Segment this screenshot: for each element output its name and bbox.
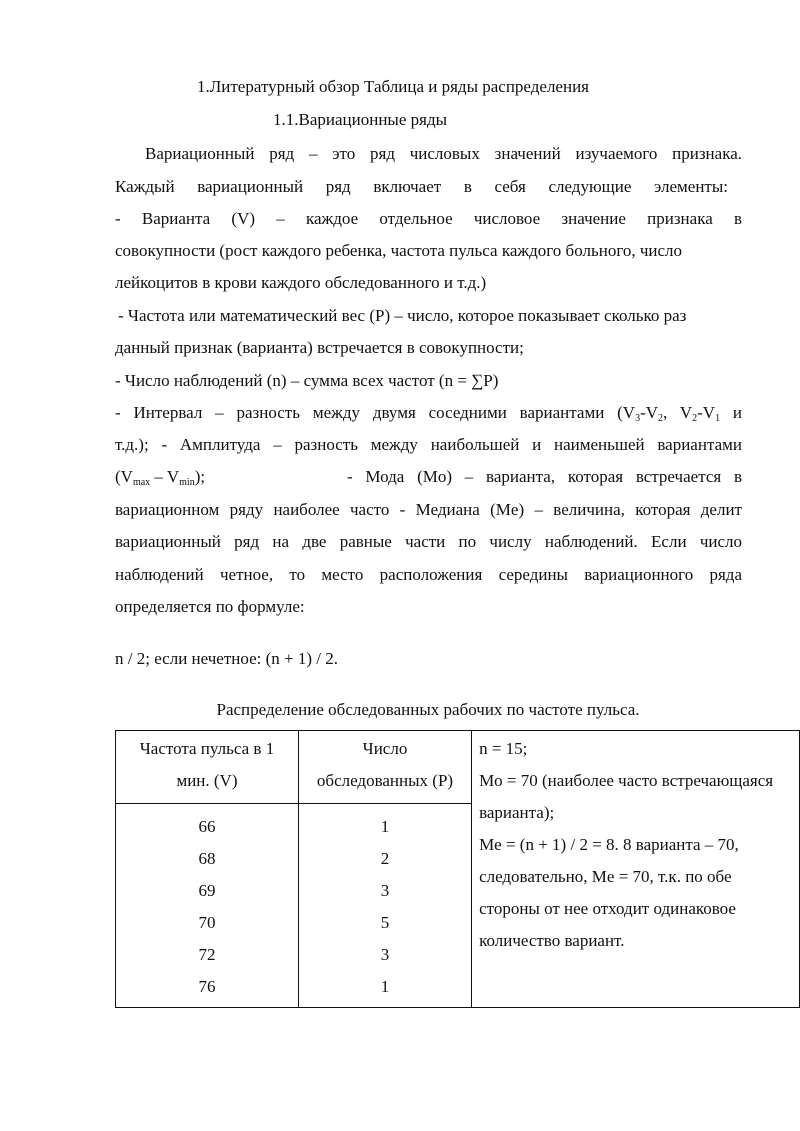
- table-notes: [472, 731, 800, 1008]
- paragraph-line: - Число наблюдений (n) – сумма всех частот (n = ∑P): [115, 371, 499, 390]
- note-line: варианта);: [479, 803, 555, 822]
- paragraph-line: Каждый вариационный ряд включает в себя следующие элементы:: [115, 177, 728, 196]
- paragraph-line-interval: - Интервал – разность между двумя соседними вариантами ($V_3-V_2$, $V_2-V_1$ и: [115, 403, 742, 424]
- count-value: 2: [380, 849, 390, 868]
- pulse-value: 76: [198, 977, 216, 996]
- pulse-value: 72: [198, 945, 216, 964]
- note-line: стороны от нее отходит одинаковое: [479, 899, 736, 918]
- pulse-value: 66: [198, 817, 216, 836]
- paragraph-line: лейкоцитов в крови каждого обследованного и т.д.): [115, 273, 487, 292]
- count-value: 1: [380, 977, 390, 996]
- note-line: n = 15;: [479, 739, 528, 758]
- table-caption: Распределение обследованных рабочих по частоте пульса.: [216, 700, 640, 719]
- paragraph-line: вариационном ряду наиболее часто - Медиана (Me) – величина, которая делит: [115, 500, 742, 519]
- paragraph-line: совокупности (рост каждого ребенка, частота пульса каждого больного, число: [115, 241, 683, 260]
- section-title: 1.Литературный обзор Таблица и ряды распределения: [197, 77, 589, 96]
- paragraph-line: вариационный ряд на две равные части по числу наблюдений. Если число: [115, 532, 742, 551]
- note-line: Mo = 70 (наиболее часто встречающаяся: [479, 771, 774, 790]
- note-line: количество вариант.: [479, 931, 625, 950]
- distribution-table: [115, 730, 800, 1008]
- pulse-value: 68: [198, 849, 216, 868]
- paragraph-line: т.д.); - Амплитуда – разность между наибольшей и наименьшей вариантами: [115, 435, 742, 454]
- table-header-row: [116, 731, 800, 804]
- count-values: [298, 804, 471, 1008]
- paragraph-line: - Частота или математический вес (P) – число, которое показывает сколько раз: [118, 306, 687, 325]
- paragraph-line: - Варианта (V) – каждое отдельное числовое значение признака в: [115, 209, 742, 228]
- header-count: Число обследованных (P): [298, 731, 471, 804]
- count-value: 5: [380, 913, 390, 932]
- count-value: 3: [380, 945, 390, 964]
- note-line: Me = (n + 1) / 2 = 8. 8 варианта – 70,: [479, 835, 739, 854]
- pulse-value: 70: [198, 913, 216, 932]
- paragraph-line: определяется по формуле:: [115, 597, 305, 616]
- formula-line: n / 2; если нечетное: (n + 1) / 2.: [115, 649, 338, 668]
- pulse-values: [116, 804, 299, 1008]
- paragraph-line: Вариационный ряд – это ряд числовых значений изучаемого признака.: [145, 144, 742, 163]
- count-value: 1: [380, 817, 390, 836]
- header-pulse-rate: Частота пульса в 1 мин. (V): [116, 731, 299, 804]
- paragraph-line: - Мода (Mo) – варианта, которая встречается в: [347, 467, 742, 486]
- count-value: 3: [380, 881, 390, 900]
- subsection-title: 1.1.Вариационные ряды: [273, 110, 448, 129]
- paragraph-line: данный признак (варианта) встречается в совокупности;: [115, 338, 524, 357]
- note-line: следовательно, Me = 70, т.к. по обе: [479, 867, 732, 886]
- pulse-value: 69: [198, 881, 216, 900]
- amplitude-formula: $(V_{max} - V_{min})$;: [115, 467, 206, 488]
- paragraph-line: наблюдений четное, то место расположения середины вариационного ряда: [115, 565, 742, 584]
